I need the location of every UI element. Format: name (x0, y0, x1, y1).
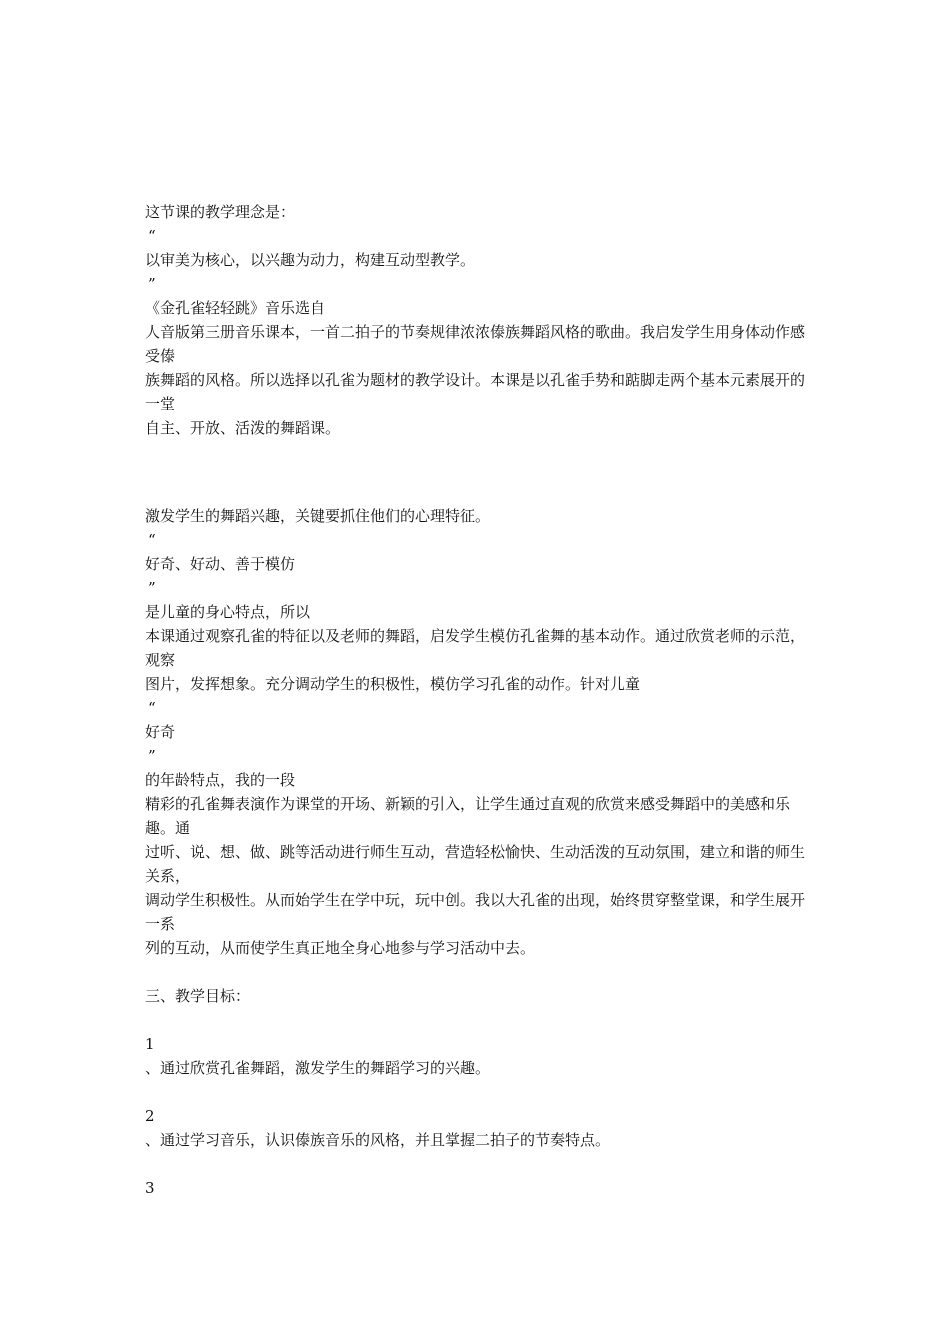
section-heading: 三、教学目标： (145, 987, 251, 1005)
paragraph-line: 列的互动，从而使学生真正地全身心地参与学习活动中去。 (145, 939, 536, 957)
paragraph-line: 的年龄特点，我的一段 (145, 771, 296, 789)
paragraph-line: 过听、说、想、做、跳等活动进行师生互动，营造轻松愉快、生动活泼的互动氛围，建立和谐的师生关系， (145, 843, 806, 885)
close-quote: ” (148, 275, 156, 293)
spacer (145, 1152, 813, 1176)
document-page (145, 200, 813, 1224)
curious-word: 好奇 (145, 723, 176, 741)
goal-number: 3 (145, 1179, 155, 1197)
music-source-line: 《金孔雀轻轻跳》音乐选自 (145, 299, 326, 317)
goal-number: 1 (145, 1035, 155, 1053)
spacer (145, 960, 813, 984)
interest-intro: 激发学生的舞蹈兴趣，关键要抓住他们的心理特征。 (145, 507, 491, 525)
spacer (145, 1008, 813, 1032)
teaching-concept-text: 以审美为核心，以兴趣为动力，构建互动型教学。 (145, 251, 476, 269)
goal-text: 、通过学习音乐，认识傣族音乐的风格，并且掌握二拍子的节奏特点。 (145, 1131, 611, 1149)
paragraph-line: 调动学生积极性。从而始学生在学中玩，玩中创。我以大孔雀的出现，始终贯穿整堂课，和学生展开一系 (145, 891, 806, 933)
paragraph-line: 自主、开放、活泼的舞蹈课。 (145, 419, 341, 437)
spacer (145, 480, 813, 504)
paragraph-line: 是儿童的身心特点，所以 (145, 603, 311, 621)
goal-text: 、通过欣赏孔雀舞蹈，激发学生的舞蹈学习的兴趣。 (145, 1059, 491, 1077)
paragraph-line: 图片，发挥想象。充分调动学生的积极性，模仿学习孔雀的动作。针对儿童 (145, 675, 641, 693)
close-quote: ” (148, 579, 156, 597)
open-quote: “ (148, 227, 156, 245)
close-quote: ” (148, 747, 156, 765)
goal-number: 2 (145, 1107, 155, 1125)
child-traits: 好奇、好动、善于模仿 (145, 555, 296, 573)
goal-text (145, 1200, 813, 1224)
paragraph-line: 精彩的孔雀舞表演作为课堂的开场、新颖的引入，让学生通过直观的欣赏来感受舞蹈中的美感和乐趣。通 (145, 795, 791, 837)
paragraph-line: 人音版第三册音乐课本，一首二拍子的节奏规律浓浓傣族舞蹈风格的歌曲。我启发学生用身体动作感受傣 (145, 323, 806, 365)
open-quote: “ (148, 531, 156, 549)
spacer (145, 1080, 813, 1104)
open-quote: “ (148, 699, 156, 717)
spacer (145, 440, 813, 480)
paragraph-line: 族舞蹈的风格。所以选择以孔雀为题材的教学设计。本课是以孔雀手势和踮脚走两个基本元素展开的一堂 (145, 371, 806, 413)
paragraph-line: 本课通过观察孔雀的特征以及老师的舞蹈，启发学生模仿孔雀舞的基本动作。通过欣赏老师的示范，观察 (145, 627, 806, 669)
teaching-concept-intro: 这节课的教学理念是： (145, 203, 296, 221)
